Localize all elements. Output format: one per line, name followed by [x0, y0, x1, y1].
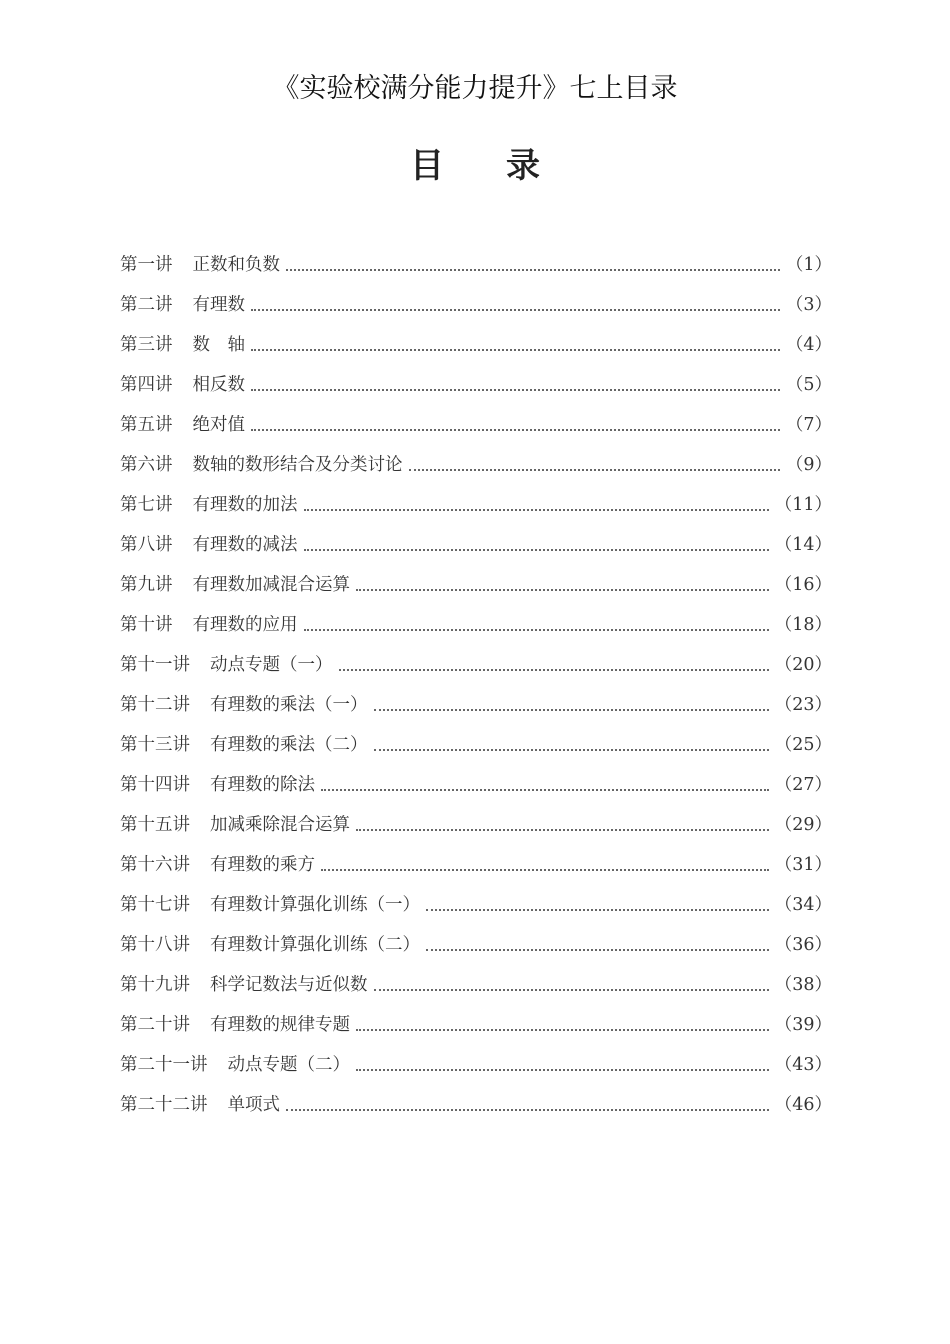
toc-dot-leader [251, 309, 780, 311]
toc-lecture-number: 第二十讲 [120, 1015, 190, 1035]
toc-topic: 科学记数法与近似数 [210, 975, 368, 995]
toc-topic: 动点专题（二） [227, 1055, 350, 1075]
toc-topic: 有理数的减法 [192, 535, 298, 555]
toc-entry[interactable] [120, 796, 832, 836]
toc-page-number: （23） [774, 695, 832, 715]
toc-dot-leader [304, 549, 769, 551]
toc-lecture-number: 第八讲 [120, 535, 173, 555]
toc-entry[interactable] [120, 356, 832, 396]
toc-dot-leader [251, 429, 780, 431]
toc-entry[interactable] [120, 396, 832, 436]
toc-page-number: （39） [774, 1015, 832, 1035]
toc-entry[interactable] [120, 436, 832, 476]
toc-entry[interactable] [120, 716, 832, 756]
toc-lecture-number: 第七讲 [120, 495, 173, 515]
toc-entry[interactable] [120, 1036, 832, 1076]
toc-lecture-number: 第二十二讲 [120, 1095, 208, 1115]
toc-dot-leader [339, 669, 769, 671]
toc-entry[interactable] [120, 1076, 832, 1116]
toc-page-number: （36） [774, 935, 832, 955]
toc-lecture-number: 第五讲 [120, 415, 173, 435]
toc-entry[interactable] [120, 876, 832, 916]
toc-page-number: （14） [774, 535, 832, 555]
toc-topic: 绝对值 [192, 415, 245, 435]
toc-topic: 相反数 [192, 375, 245, 395]
toc-heading-char-1: 目 [410, 146, 444, 186]
toc-page-number: （27） [774, 775, 832, 795]
toc-entry[interactable] [120, 316, 832, 356]
toc-entry[interactable] [120, 836, 832, 876]
toc-dot-leader [286, 269, 780, 271]
toc-page-number: （3） [785, 295, 832, 315]
toc-page-number: （25） [774, 735, 832, 755]
toc-dot-leader [374, 989, 769, 991]
toc-heading [0, 138, 950, 187]
toc-lecture-number: 第十六讲 [120, 855, 190, 875]
toc-topic: 有理数的除法 [210, 775, 315, 795]
toc-entry[interactable] [120, 756, 832, 796]
toc-topic: 有理数计算强化训练（一） [210, 895, 420, 915]
toc-topic: 正数和负数 [192, 255, 280, 275]
toc-lecture-number: 第十七讲 [120, 895, 190, 915]
toc-topic: 有理数加减混合运算 [192, 575, 350, 595]
toc-entry[interactable] [120, 556, 832, 596]
toc-dot-leader [374, 709, 769, 711]
toc-lecture-number: 第四讲 [120, 375, 173, 395]
toc-topic: 有理数的加法 [192, 495, 298, 515]
toc-dot-leader [304, 509, 769, 511]
toc-page-number: （16） [774, 575, 832, 595]
toc-topic: 单项式 [227, 1095, 280, 1115]
toc-dot-leader [356, 1029, 769, 1031]
toc-dot-leader [426, 949, 769, 951]
toc-dot-leader [356, 829, 769, 831]
toc-topic: 有理数的规律专题 [210, 1015, 350, 1035]
toc-page-number: （1） [785, 255, 832, 275]
toc-entry[interactable] [120, 916, 832, 956]
toc-entry[interactable] [120, 596, 832, 636]
toc-entry[interactable] [120, 236, 832, 276]
toc-dot-leader [251, 389, 780, 391]
toc-entry[interactable] [120, 516, 832, 556]
toc-dot-leader [321, 869, 769, 871]
toc-page-number: （38） [774, 975, 832, 995]
toc-heading-char-2: 录 [506, 146, 540, 186]
toc-dot-leader [356, 589, 769, 591]
toc-topic: 有理数的乘法（一） [210, 695, 368, 715]
toc-lecture-number: 第三讲 [120, 335, 173, 355]
toc-lecture-number: 第十一讲 [120, 655, 190, 675]
table-of-contents [120, 236, 832, 1116]
toc-lecture-number: 第二讲 [120, 295, 173, 315]
toc-dot-leader [304, 629, 769, 631]
toc-page-number: （20） [774, 655, 832, 675]
toc-page-number: （11） [774, 495, 832, 515]
toc-lecture-number: 第六讲 [120, 455, 173, 475]
toc-dot-leader [426, 909, 769, 911]
toc-entry[interactable] [120, 956, 832, 996]
toc-lecture-number: 第十五讲 [120, 815, 190, 835]
toc-lecture-number: 第十九讲 [120, 975, 190, 995]
toc-dot-leader [286, 1109, 769, 1111]
toc-page-number: （18） [774, 615, 832, 635]
toc-topic: 动点专题（一） [210, 655, 333, 675]
toc-dot-leader [251, 349, 780, 351]
toc-page-number: （9） [785, 455, 832, 475]
toc-page-number: （46） [774, 1095, 832, 1115]
toc-entry[interactable] [120, 636, 832, 676]
toc-topic: 有理数的乘法（二） [210, 735, 368, 755]
toc-topic: 加减乘除混合运算 [210, 815, 350, 835]
toc-page-number: （34） [774, 895, 832, 915]
toc-page-number: （7） [785, 415, 832, 435]
toc-page-number: （29） [774, 815, 832, 835]
toc-dot-leader [374, 749, 769, 751]
toc-page-number: （5） [785, 375, 832, 395]
toc-topic: 有理数 [192, 295, 245, 315]
toc-page-number: （43） [774, 1055, 832, 1075]
toc-lecture-number: 第十讲 [120, 615, 173, 635]
document-title: 《实验校满分能力提升》七上目录 [272, 73, 678, 104]
toc-lecture-number: 第十八讲 [120, 935, 190, 955]
toc-dot-leader [356, 1069, 769, 1071]
toc-topic: 有理数计算强化训练（二） [210, 935, 420, 955]
toc-entry[interactable] [120, 276, 832, 316]
toc-entry[interactable] [120, 676, 832, 716]
toc-dot-leader [409, 469, 780, 471]
toc-lecture-number: 第二十一讲 [120, 1055, 208, 1075]
toc-entry[interactable] [120, 476, 832, 516]
toc-lecture-number: 第十二讲 [120, 695, 190, 715]
toc-lecture-number: 第一讲 [120, 255, 173, 275]
toc-topic: 数轴的数形结合及分类讨论 [192, 455, 403, 475]
toc-page-number: （4） [785, 335, 832, 355]
toc-topic: 有理数的应用 [192, 615, 298, 635]
toc-entry[interactable] [120, 996, 832, 1036]
toc-page-number: （31） [774, 855, 832, 875]
toc-topic: 有理数的乘方 [210, 855, 315, 875]
toc-lecture-number: 第九讲 [120, 575, 173, 595]
toc-dot-leader [321, 789, 769, 791]
toc-lecture-number: 第十四讲 [120, 775, 190, 795]
toc-topic: 数 轴 [192, 335, 245, 355]
toc-lecture-number: 第十三讲 [120, 735, 190, 755]
